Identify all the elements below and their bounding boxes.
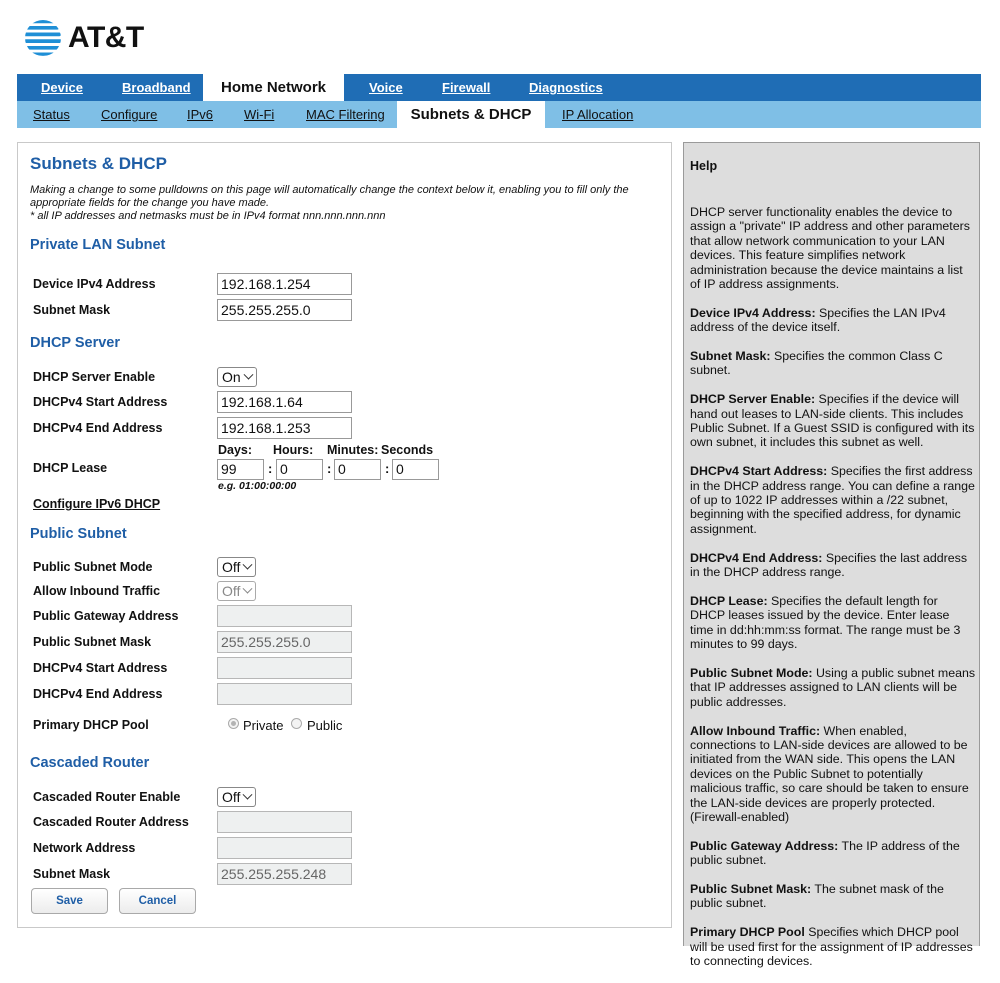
public-mode-select[interactable] — [217, 557, 256, 577]
lease-days-input[interactable]: 99 — [217, 459, 264, 480]
help-term: Primary DHCP Pool — [690, 925, 805, 940]
dhcp-start-label: DHCPv4 Start Address — [33, 395, 168, 409]
public-gateway-label: Public Gateway Address — [33, 609, 179, 623]
help-text: Using a public subnet means that IP addresses assigned to LAN clients will be public addresses. — [690, 665, 976, 709]
subnav-ipv6[interactable]: IPv6 — [187, 107, 214, 122]
subnav-configure[interactable]: Configure — [101, 107, 158, 122]
lease-minutes-input[interactable]: 0 — [334, 459, 381, 480]
help-text: The subnet mask of the public subnet. — [690, 881, 944, 911]
dhcp-lease-label: DHCP Lease — [33, 461, 108, 475]
pool-public-radio[interactable] — [291, 718, 302, 729]
cascaded-enable-label: Cascaded Router Enable — [33, 790, 181, 804]
cascaded-mask-label: Subnet Mask — [33, 867, 111, 881]
pool-private-label: Private — [243, 718, 284, 733]
subnav-wifi[interactable]: Wi-Fi — [244, 107, 275, 122]
lease-seconds-input[interactable]: 0 — [392, 459, 439, 480]
help-text: Specifies which DHCP pool will be used first for the assignment of IP addresses to connecting devices. — [690, 925, 973, 968]
help-text: Specifies the LAN IPv4 address of the device itself. — [690, 305, 946, 335]
dhcp-end-input[interactable]: 192.168.1.253 — [217, 417, 352, 439]
cancel-button[interactable]: Cancel — [119, 888, 196, 914]
help-body — [690, 205, 976, 983]
pool-private-radio[interactable] — [228, 718, 239, 729]
nav-diagnostics[interactable]: Diagnostics — [529, 80, 603, 95]
help-title: Help — [690, 159, 718, 173]
help-item — [690, 839, 976, 868]
subnav-mac-filtering[interactable]: MAC Filtering — [306, 107, 385, 122]
chevron-down-icon — [243, 789, 253, 799]
nav-broadband[interactable]: Broadband — [122, 80, 191, 95]
cascaded-address-input[interactable] — [217, 811, 352, 833]
nav-home-network[interactable]: Home Network — [203, 74, 344, 101]
secondary-nav — [17, 101, 981, 128]
device-ip-input[interactable]: 192.168.1.254 — [217, 273, 352, 295]
help-intro: DHCP server functionality enables the device to assign a "private" IP address and other parameters that allow network communication to your LAN devices. This feature simplifies network administration because the device maintains a list of IP address assignments. — [690, 205, 970, 292]
help-item — [690, 666, 976, 709]
public-mask-input[interactable]: 255.255.255.0 — [217, 631, 352, 653]
device-ip-label: Device IPv4 Address — [33, 277, 156, 291]
subnet-mask-input[interactable]: 255.255.255.0 — [217, 299, 352, 321]
help-text: Specifies if the device will hand out leases to LAN-side clients. This includes Public Subnet. If a Guest SSID is configured with its own subnet, it includes this subnet as well. — [690, 392, 975, 450]
help-item — [690, 925, 976, 968]
cascaded-enable-value: Off — [222, 789, 241, 805]
brand-name: AT&T — [68, 21, 144, 54]
public-subnet-heading: Public Subnet — [30, 526, 127, 542]
page-title: Subnets & DHCP — [30, 154, 167, 173]
help-text: Specifies the common Class C subnet. — [690, 349, 943, 378]
help-item — [690, 349, 976, 378]
dhcp-start-input[interactable]: 192.168.1.64 — [217, 391, 352, 413]
nav-device[interactable]: Device — [41, 80, 83, 95]
cascaded-enable-select[interactable] — [217, 787, 256, 807]
subnav-ip-allocation[interactable]: IP Allocation — [562, 107, 634, 122]
help-text: Specifies the first address in the DHCP address range. You can define a range of up to 1022 IP addresses within a /22 subnet, beginning with the specified address, for dynamic assignment. — [690, 464, 975, 536]
help-term: DHCP Lease: — [690, 593, 768, 608]
main-panel — [17, 142, 672, 928]
primary-pool-label: Primary DHCP Pool — [33, 718, 149, 732]
help-term: DHCP Server Enable: — [690, 392, 816, 407]
att-globe-icon — [24, 19, 62, 57]
help-item — [690, 464, 976, 536]
cascaded-address-label: Cascaded Router Address — [33, 815, 189, 829]
intro-note: * all IP addresses and netmasks must be in IPv4 format nnn.nnn.nnn.nnn — [30, 210, 386, 222]
public-mask-label: Public Subnet Mask — [33, 635, 152, 649]
save-button[interactable]: Save — [31, 888, 108, 914]
primary-nav — [17, 74, 981, 101]
lease-seconds-label: Seconds — [381, 443, 434, 457]
network-address-input[interactable] — [217, 837, 352, 859]
help-term: Public Gateway Address: — [690, 838, 839, 853]
help-panel — [683, 142, 980, 968]
help-term: DHCPv4 End Address: — [690, 550, 823, 565]
chevron-down-icon — [243, 559, 253, 569]
subnav-status[interactable]: Status — [33, 107, 70, 122]
inbound-traffic-select[interactable] — [217, 581, 256, 601]
lease-minutes-label: Minutes: — [327, 443, 379, 457]
dhcp-server-heading: DHCP Server — [30, 335, 121, 351]
public-end-label: DHCPv4 End Address — [33, 687, 163, 701]
dhcp-end-label: DHCPv4 End Address — [33, 421, 163, 435]
nav-firewall[interactable]: Firewall — [442, 80, 491, 95]
public-end-input[interactable] — [217, 683, 352, 705]
help-text: The IP address of the public subnet. — [690, 838, 960, 868]
cascaded-mask-input[interactable]: 255.255.255.248 — [217, 863, 352, 885]
intro-text — [30, 184, 655, 223]
help-item — [690, 882, 976, 911]
chevron-down-icon — [243, 583, 253, 593]
public-mode-label: Public Subnet Mode — [33, 560, 153, 574]
help-item — [690, 551, 976, 580]
network-address-label: Network Address — [33, 841, 136, 855]
public-start-label: DHCPv4 Start Address — [33, 661, 168, 675]
lease-hours-label: Hours: — [273, 443, 314, 457]
help-term: Device IPv4 Address: — [690, 305, 816, 320]
help-text: Specifies the last address in the DHCP address range. — [690, 550, 968, 580]
help-text: When enabled, connections to LAN-side devices are allowed to be initiated from the WAN side. This opens the LAN devices on the Public Subnet to potentially malicious traffic, so care should be taken to ensure the LAN-side devices are properly protected. (Firewall-enabled) — [690, 723, 969, 824]
lease-example: e.g. 01:00:00:00 — [218, 480, 297, 492]
nav-voice[interactable]: Voice — [369, 80, 403, 95]
pool-public-label: Public — [307, 718, 343, 733]
inbound-traffic-value: Off — [222, 583, 241, 599]
help-item — [690, 392, 976, 450]
lease-days-label: Days: — [218, 443, 253, 457]
help-item — [690, 724, 976, 825]
help-item — [690, 306, 976, 335]
dhcp-enable-label: DHCP Server Enable — [33, 370, 156, 384]
inbound-traffic-label: Allow Inbound Traffic — [33, 584, 161, 598]
private-lan-heading: Private LAN Subnet — [30, 237, 166, 253]
help-term: Allow Inbound Traffic: — [690, 723, 821, 738]
lease-separator: : — [385, 461, 390, 476]
help-item — [690, 594, 976, 652]
cascaded-router-heading: Cascaded Router — [30, 755, 150, 771]
configure-ipv6-dhcp-link[interactable]: Configure IPv6 DHCP — [33, 497, 161, 511]
public-mode-value: Off — [222, 559, 241, 575]
help-text: Specifies the default length for DHCP leases issued by the device. Enter lease time in dd:hh:mm:ss format. The range must be 3 minutes to 99 days. — [690, 593, 961, 652]
help-term: Public Subnet Mode: — [690, 665, 813, 680]
help-term: Subnet Mask: — [690, 349, 771, 364]
help-term: Public Subnet Mask: — [690, 881, 812, 896]
subnet-mask-label: Subnet Mask — [33, 303, 111, 317]
dhcp-enable-value: On — [222, 369, 241, 385]
public-gateway-input[interactable] — [217, 605, 352, 627]
subnav-subnets-dhcp[interactable]: Subnets & DHCP — [397, 101, 545, 128]
lease-separator: : — [327, 461, 332, 476]
att-logo — [24, 18, 144, 58]
public-start-input[interactable] — [217, 657, 352, 679]
intro-line: Making a change to some pulldowns on this page will automatically change the context below it, enabling you to fill only the appropriate fields for the change you have made. — [30, 184, 629, 209]
lease-separator: : — [268, 461, 273, 476]
lease-hours-input[interactable]: 0 — [276, 459, 323, 480]
dhcp-enable-select[interactable] — [217, 367, 257, 387]
help-term: DHCPv4 Start Address: — [690, 464, 828, 479]
chevron-down-icon — [243, 369, 253, 379]
